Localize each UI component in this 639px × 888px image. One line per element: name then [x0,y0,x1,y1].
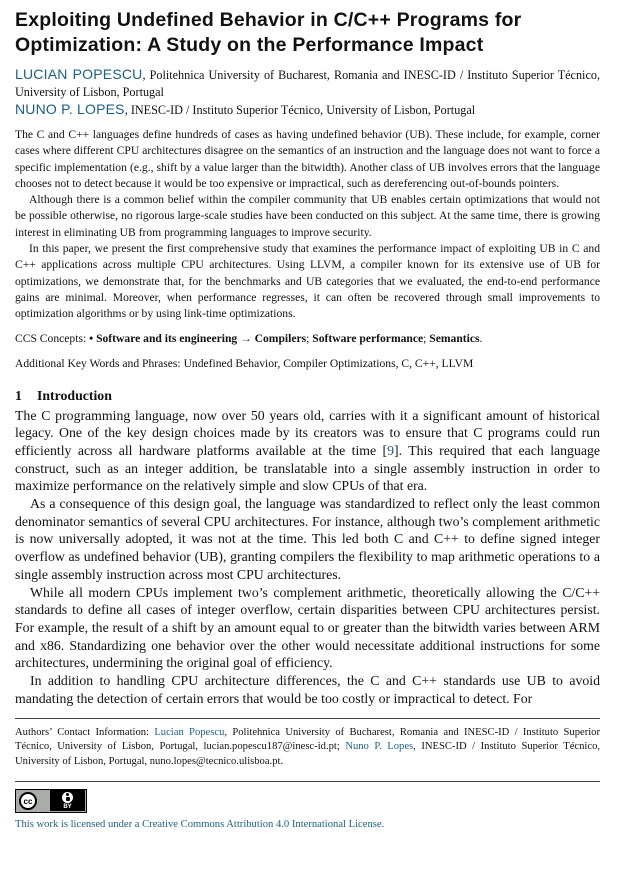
ccs-term: Software performance [312,331,424,345]
intro-paragraph: As a consequence of this design goal, the language was standardized to reflect only the least common denominator semantics of several CPU architectures. For instance, although two’s complement arithmetic is now universally adopted, it was not at the time. This led both C and C++ to define signed integer overflow as undefined behavior (UB), granting compilers the flexibility to map arithmetic operations to a single assembly instruction across most CPU architectures. [15,496,600,582]
by-label: BY [63,803,72,810]
abstract [15,127,600,323]
ccs-label: CCS Concepts: [15,331,90,345]
license-divider [15,781,600,782]
ccs-term: Software and its engineering [96,331,238,345]
by-attribution-icon [50,790,85,811]
intro-text: The C programming language, now over 50 years old, carries with it a significant amount of historical legacy. One of the key design choices made by its creators was to ensure that C programs could run efficiently across all hardware platforms available at the time [ [15,407,600,458]
ccs-arrow: → [237,331,255,345]
footnote-prefix: Authors’ Contact Information: [15,726,155,738]
ccs-separator: ; [423,331,430,345]
author-block-2 [15,101,600,119]
author-block-1 [15,66,600,101]
abstract-paragraph: Although there is a common belief within the compiler community that UB enables certain optimizations that would not be possible otherwise, no rigorous large-scale studies have been conducted on this subject. At the same time, there is growing interest in eliminating UB from programming languages to improve security. [15,193,600,239]
cc-logo-icon: cc [19,792,37,810]
author-link[interactable]: Lucian Popescu [154,726,225,738]
footnote-divider [15,718,600,719]
author-name[interactable]: LUCIAN POPESCU [15,66,143,82]
license-text-link[interactable]: This work is licensed under a Creative Commons Attribution 4.0 International License. [15,819,385,831]
section-heading [15,388,600,404]
author-affiliation: , INESC-ID / Instituto Superior Técnico, University of Lisbon, Portugal [124,103,476,117]
footnote-text: , INESC-ID / Instituto Superior Técnico, University of Lisbon, Portugal, nuno.lopes@tecnico.ulisboa.pt. [15,741,601,767]
keywords-label: Additional Key Words and Phrases: [15,356,184,370]
ccs-concepts [15,331,600,347]
footnote-text: , Politehnica University of Bucharest, Romania and INESC-ID / Instituto Superior Técnico, University of Lisbon, Portugal, lucian.popescu187@inesc-id.pt; [15,726,600,753]
keywords-text: Undefined Behavior, Compiler Optimizations, C, C++, LLVM [183,356,474,370]
intro-paragraph [15,407,600,496]
author-affiliation: , Politehnica University of Bucharest, Romania and INESC-ID / Instituto Superior Técnico, University of Lisbon, Portugal [15,68,600,99]
citation-link[interactable]: 9 [387,442,395,458]
ccs-term: Semantics [429,331,480,345]
ccs-bullet: • [89,331,97,345]
ccs-separator: ; [306,331,313,345]
intro-paragraph: While all modern CPUs implement two’s complement arithmetic, theoretically allowing the C/C++ standards to define all cases of integer overflow, certain disparities between CPU architectures persist. For example, the result of a shift by an amount equal to or greater than the bitwidth varies between ARM and x86. Standardizing one behavior over the other would necessitate additional instructions for some architectures, undermining the original goal of efficiency. [15,584,600,671]
introduction-body [15,407,600,708]
keywords [15,356,600,372]
abstract-paragraph: In this paper, we present the first comprehensive study that examines the performance impact of exploiting UB in C and C++ applications across multiple CPU architectures. Using LLVM, a compiler known for its extensive use of UB for optimizations, we demonstrate that, for the benchmarks and UB categories that we evaluated, the end-to-end performance gains are minimal. Moreover, when performance regresses, it can often be recovered through small improvements to optimization algorithms or by using link-time optimizations. [15,242,600,321]
paper-title: Exploiting Undefined Behavior in C/C++ Programs for Optimization: A Study on the Performance Impact [15,9,522,56]
person-icon [62,792,73,803]
cc-by-badge[interactable] [15,789,87,813]
section-title: Introduction [37,387,112,403]
author-link[interactable]: Nuno P. Lopes [345,741,414,753]
ccs-term: Compilers [254,331,307,345]
author-contact-footnote [15,726,600,770]
abstract-paragraph: The C and C++ languages define hundreds of cases as having undefined behavior (UB). These include, for example, corner cases where different CPU architectures disagree on the semantics of an instruction and the language does not want to force a specific implementation (e.g., shift by a value larger than the bitwidth). Another class of UB involves errors that the language chooses not to detect because it would be too expensive or impractical, such as dereferencing out-of-bounds pointers. [15,128,600,190]
intro-text: ]. This required that each language construct, such as an integer addition, be translatable into a single assembly instruction in order to maximize performance on the relatively simple and slow CPUs of that era. [15,442,600,494]
intro-paragraph: In addition to handling CPU architecture differences, the C and C++ standards use UB to avoid mandating the detection of certain errors that would be too costly or impractical to detect. For [15,673,600,706]
section-number: 1 [15,387,22,403]
ccs-end: . [479,331,483,345]
author-name[interactable]: NUNO P. LOPES [15,101,125,117]
